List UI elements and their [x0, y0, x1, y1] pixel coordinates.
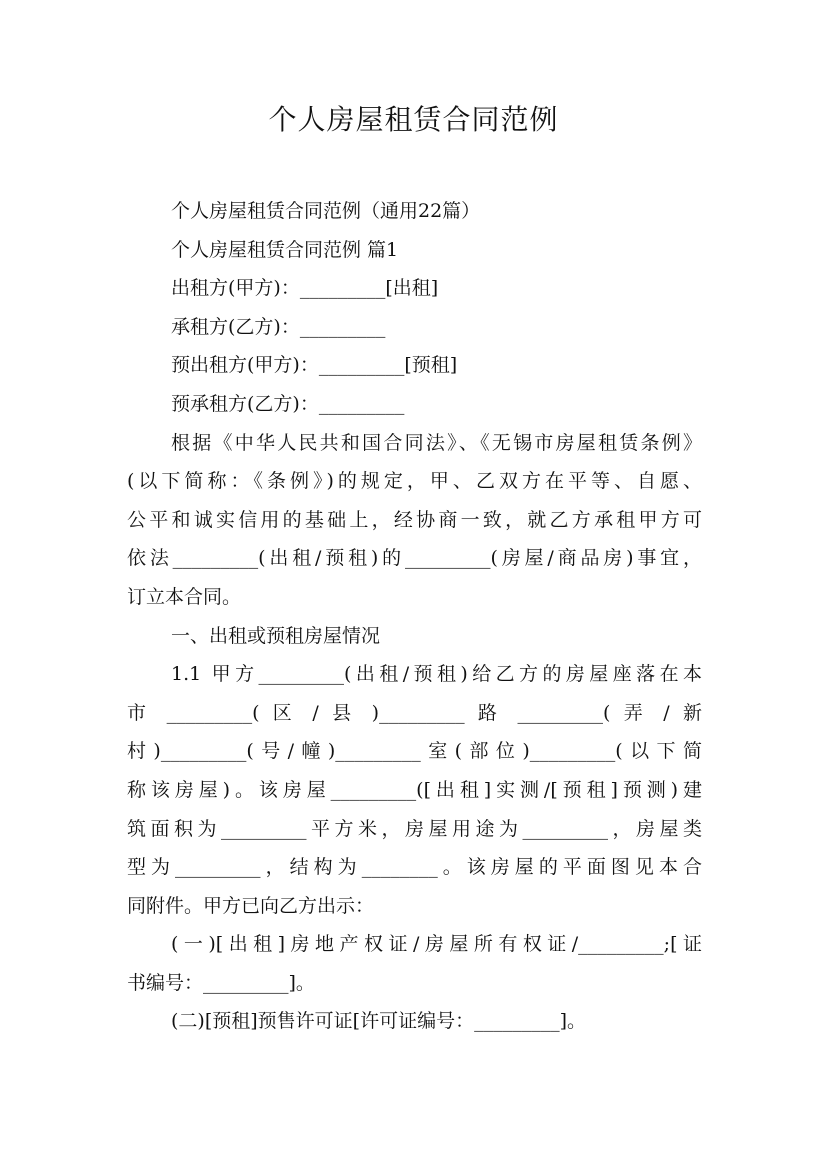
section-heading: 一、出租或预租房屋情况	[171, 624, 381, 647]
document-title: 个人房屋租赁合同范例	[268, 103, 559, 136]
paragraph-line: 根据《中华人民共和国合同法》、《无锡市房屋租赁条例》	[171, 431, 702, 454]
paragraph-line: 称该房屋)。该房屋_________([出租]实测/[预租]预测)建	[127, 778, 702, 801]
paragraph-line: 个人房屋租赁合同范例（通用22篇）	[171, 200, 481, 222]
document-body	[127, 192, 702, 1041]
paragraph-line: 书编号：_________]。	[127, 971, 315, 994]
paragraph-line: 订立本合同。	[127, 585, 242, 608]
paragraph-line: 承租方(乙方)：_________	[171, 315, 386, 338]
paragraph-line: (一)[出租]房地产权证/房屋所有权证/_________;[证	[171, 933, 702, 956]
paragraph-line: (以下简称：《条例》)的规定，甲、乙双方在平等、自愿、	[127, 470, 702, 493]
paragraph-line: 预出租方(甲方)：_________[预租]	[171, 354, 458, 377]
paragraph-line: 筑面积为_________平方米，房屋用途为_________，房屋类	[127, 817, 702, 840]
paragraph-line: 公平和诚实信用的基础上，经协商一致，就乙方承租甲方可	[127, 508, 702, 531]
paragraph-line: 1.1 甲方_________(出租/预租)给乙方的房屋座落在本	[171, 663, 702, 686]
paragraph-line: 出租方(甲方)：_________[出租]	[171, 277, 439, 300]
paragraph-line: 市 _________( 区 / 县 )_________ 路 _________( 弄 / 新	[127, 701, 702, 724]
paragraph-line: 型为_________，结构为________。该房屋的平面图见本合	[127, 856, 702, 879]
paragraph-line: 同附件。甲方已向乙方出示：	[127, 894, 375, 917]
paragraph-line: 预承租方(乙方)：_________	[171, 392, 405, 415]
paragraph-line: 个人房屋租赁合同范例 篇1	[171, 238, 399, 261]
paragraph-line: 村)_________(号/幢)_________室(部位)_________(以下简	[127, 740, 702, 763]
paragraph-line: (二)[预租]预售许可证[许可证编号：_________]。	[171, 1010, 586, 1033]
paragraph-line: 依法_________(出租/预租)的_________(房屋/商品房)事宜，	[127, 547, 702, 570]
